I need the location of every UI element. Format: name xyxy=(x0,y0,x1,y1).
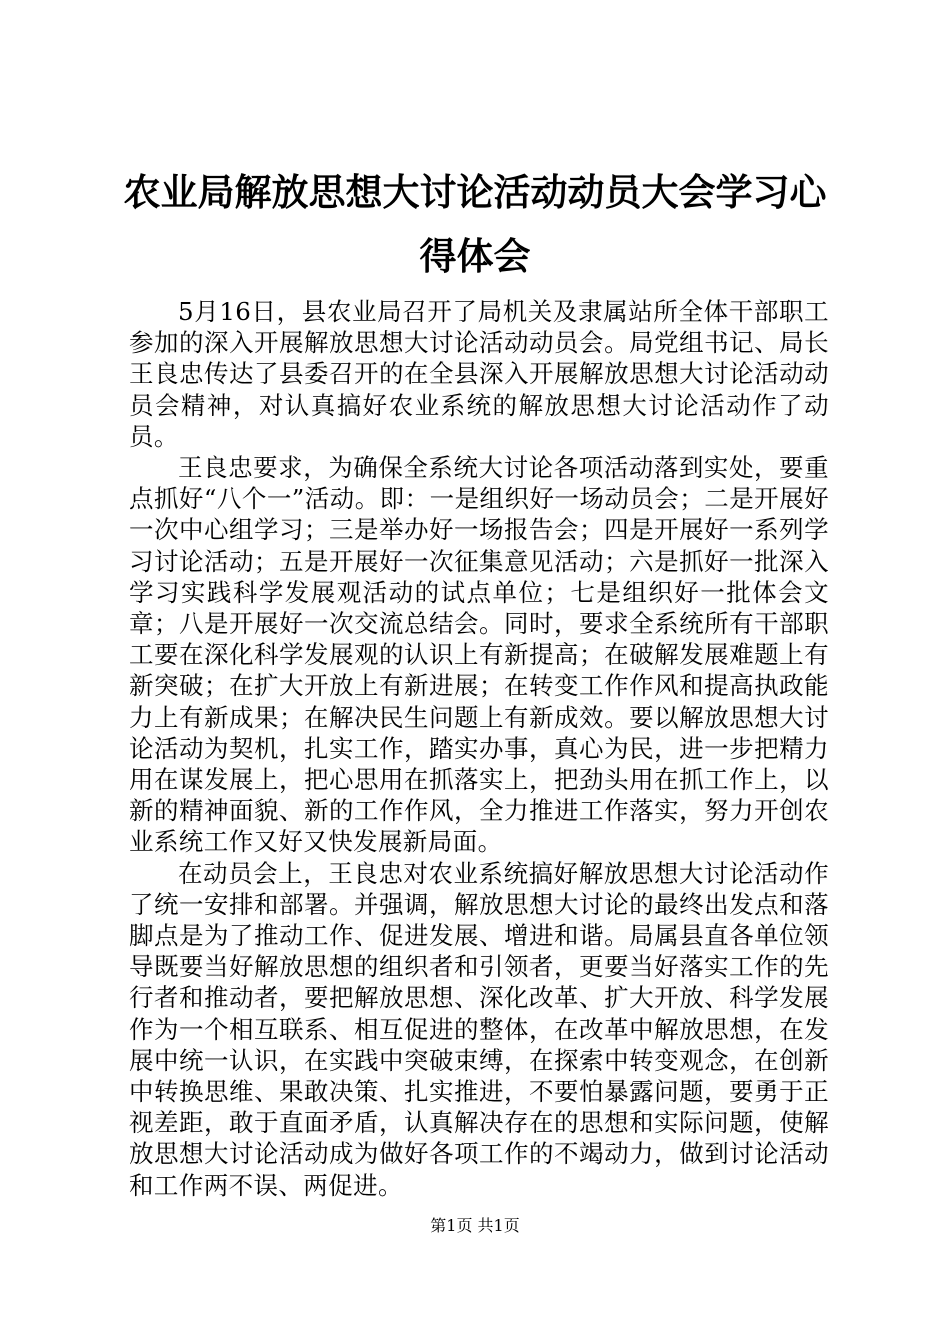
paragraph-3: 在动员会上，王良忠对农业系统搞好解放思想大讨论活动作了统一安排和部署。并强调，解放思想大讨论的最终出发点和落脚点是为了推动工作、促进发展、增进和谐。局属县直各单位领导既要当好解放思想的组织者和引领者，更要当好落实工作的先行者和推动者，要把解放思想、深化改革、扩大开放、科学发展作为一个相互联系、相互促进的整体，在改革中解放思想，在发展中统一认识，在实践中突破束缚，在探索中转变观念，在创新中转换思维、果敢决策、扎实推进，不要怕暴露问题，要勇于正视差距，敢于直面矛盾，认真解决存在的思想和实际问题，使解放思想大讨论活动成为做好各项工作的不竭动力，做到讨论活动和工作两不误、两促进。 xyxy=(129,858,829,1200)
paragraph-1: 5月16日，县农业局召开了局机关及隶属站所全体干部职工参加的深入开展解放思想大讨论活动动员会。局党组书记、局长王良忠传达了县委召开的在全县深入开展解放思想大讨论活动动员会精神，对认真搞好农业系统的解放思想大讨论活动作了动员。 xyxy=(129,297,829,451)
document-body xyxy=(129,296,829,1201)
page-number-footer: 第1页 共1页 xyxy=(430,1216,520,1235)
paragraph-2: 王良忠要求，为确保全系统大讨论各项活动落到实处，要重点抓好“八个一”活动。即：一是组织好一场动员会；二是开展好一次中心组学习；三是举办好一场报告会；四是开展好一系列学习讨论活动；五是开展好一次征集意见活动；六是抓好一批深入学习实践科学发展观活动的试点单位；七是组织好一批体会文章；八是开展好一次交流总结会。同时，要求全系统所有干部职工要在深化科学发展观的认识上有新提高；在破解发展难题上有新突破；在扩大开放上有新进展；在转变工作作风和提高执政能力上有新成果；在解决民生问题上有新成效。要以解放思想大讨论活动为契机，扎实工作，踏实办事，真心为民，进一步把精力用在谋发展上，把心思用在抓落实上，把劲头用在抓工作上，以新的精神面貌、新的工作作风，全力推进工作落实，努力开创农业系统工作又好又快发展新局面。 xyxy=(129,453,829,857)
document-title: 农业局解放思想大讨论活动动员大会学习心得体会 xyxy=(123,170,827,278)
